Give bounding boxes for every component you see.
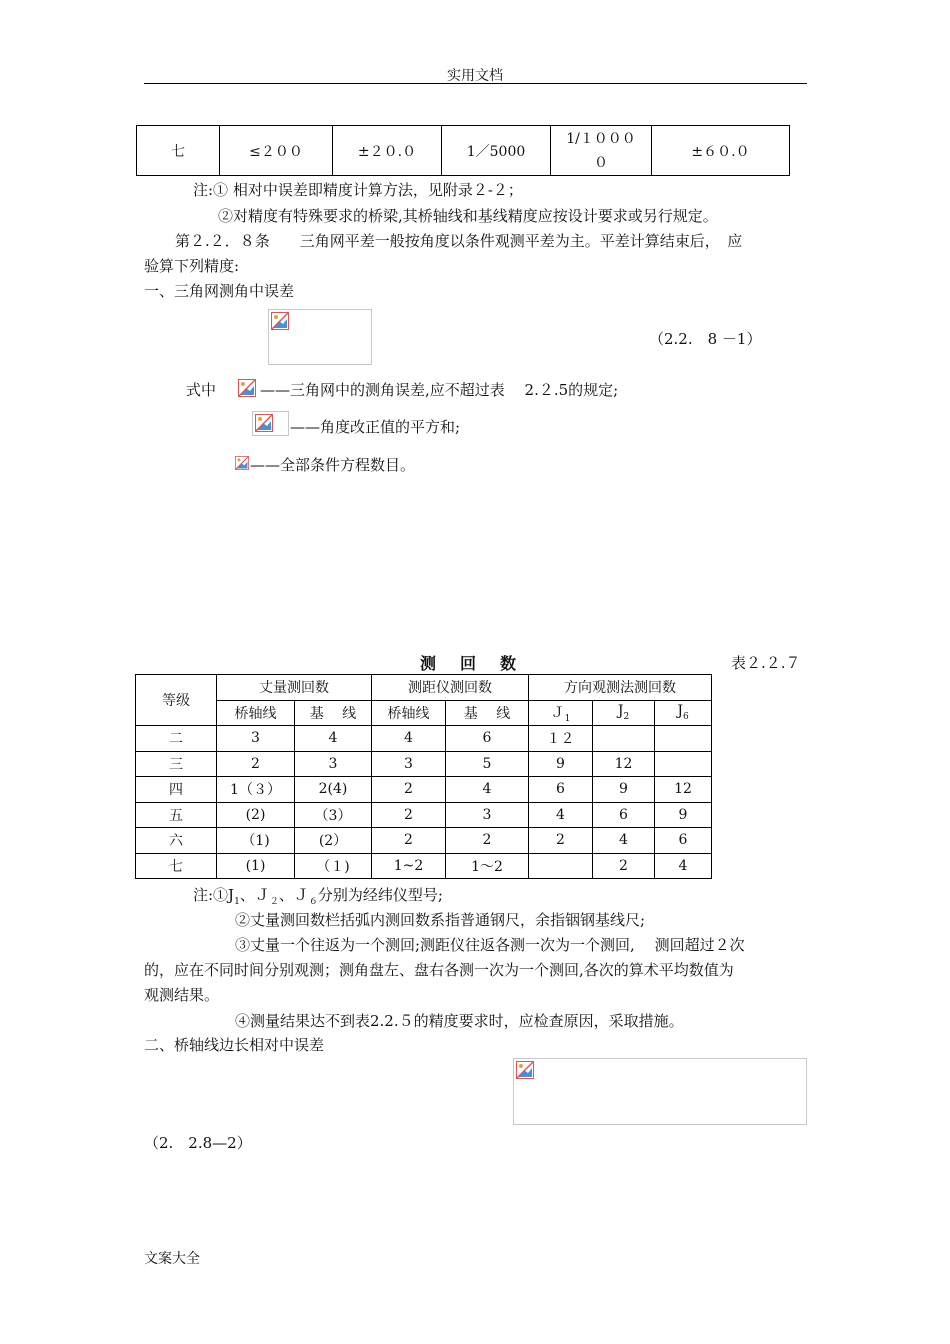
table-cell: 五 <box>136 802 217 828</box>
def-3: ——全部条件方程数目。 <box>250 456 416 474</box>
table-row <box>137 126 790 176</box>
note2-3-line3: 观测结果。 <box>144 986 220 1004</box>
table-cell: ±６０.０ <box>652 126 790 176</box>
defs-prefix: 式中 <box>186 381 217 399</box>
table-cell: 3 <box>372 751 446 777</box>
note2-4: ④测量结果达不到表2.2.５的精度要求时，应检查原因，采取措施。 <box>235 1012 684 1030</box>
table-cell: 12 <box>655 777 712 803</box>
formula-number-2: （2. 2.8—2） <box>144 1134 252 1152</box>
def-2: ——角度改正值的平方和; <box>290 418 461 436</box>
table-cell: 6 <box>446 726 529 752</box>
table-row <box>136 853 712 879</box>
table-row <box>136 777 712 803</box>
table-cell: 1～2 <box>446 853 529 879</box>
table-cell: 3 <box>295 751 372 777</box>
table-cell: 4 <box>655 853 712 879</box>
clause-line-1: 第２.２．８条 三角网平差一般按角度以条件观测平差为主。平差计算结束后， 应 <box>175 232 743 250</box>
table-cell: 2 <box>217 751 295 777</box>
symbol-image-1 <box>236 377 258 399</box>
table-cell: 2 <box>372 802 446 828</box>
subheader-cell: 桥轴线 <box>217 700 295 726</box>
table-cell <box>593 726 655 752</box>
header-group-direction: 方向观测法测回数 <box>529 675 712 701</box>
table-cell: 2 <box>446 828 529 854</box>
subheader-j-label: Ｊ <box>550 704 565 721</box>
note2-1-a: 注:①J <box>193 886 235 904</box>
subheader-cell: 基 线 <box>295 700 372 726</box>
symbol-image-3 <box>235 455 251 471</box>
table-cell: 9 <box>593 777 655 803</box>
header-rule <box>144 83 807 84</box>
table-cell: 1（３） <box>217 777 295 803</box>
note2-1-sub3: ６ <box>308 897 318 907</box>
table-cell: 2 <box>372 828 446 854</box>
broken-image-icon <box>235 456 249 470</box>
header-group-edm: 测距仪测回数 <box>372 675 529 701</box>
note2-1-sub2: ２ <box>269 897 279 907</box>
table-cell: 1/１０００ ０ <box>551 126 652 176</box>
subheader-cell-j2 <box>593 700 655 726</box>
symbol-image-2 <box>252 411 289 436</box>
table-cell: 2 <box>593 853 655 879</box>
def-1: ——三角网中的测角误差,应不超过表 2.２.5的规定; <box>260 381 619 399</box>
table-cell <box>655 751 712 777</box>
subheader-j-label: J <box>617 703 624 720</box>
table-cell: 2(4) <box>295 777 372 803</box>
subheader-j-label: J <box>677 703 683 720</box>
table-cell <box>655 726 712 752</box>
section-heading-2: 二、桥轴线边长相对中误差 <box>144 1036 325 1054</box>
page-header: 实用文档 <box>447 68 503 84</box>
table-row <box>136 751 712 777</box>
table-row <box>136 828 712 854</box>
note2-3-line1: ③丈量一个往返为一个测回;测距仪往返各测一次为一个测回, 测回超过２次 <box>235 936 745 954</box>
table-cell: 2 <box>529 828 593 854</box>
subheader-j-sub: 2 <box>623 712 630 723</box>
broken-image-icon <box>255 414 273 432</box>
table-cell: 1~2 <box>372 853 446 879</box>
table-cell: 三 <box>136 751 217 777</box>
header-grade: 等级 <box>136 675 217 726</box>
note2-1-b: 、Ｊ <box>239 886 270 904</box>
formula-number-1: （2.2. 8 －1） <box>649 330 762 348</box>
table-row <box>136 726 712 752</box>
table-cell: 9 <box>529 751 593 777</box>
subheader-j-sub: 6 <box>682 712 689 723</box>
table-cell: 七 <box>136 853 217 879</box>
table-header-row <box>136 675 712 701</box>
table-cell: 4 <box>593 828 655 854</box>
table-cell: 2 <box>372 777 446 803</box>
table-cell: （3） <box>295 802 372 828</box>
table-cell: 6 <box>593 802 655 828</box>
table-cell <box>529 853 593 879</box>
note2-1 <box>193 884 443 907</box>
subheader-cell-j1 <box>529 700 593 726</box>
note-1: 注:① 相对中误差即精度计算方法，见附录２-２； <box>193 181 523 199</box>
table-row <box>136 802 712 828</box>
subheader-cell: 桥轴线 <box>372 700 446 726</box>
note2-1-c: 、Ｊ <box>278 886 309 904</box>
table-subheader-row <box>136 700 712 726</box>
table-cell: 4 <box>295 726 372 752</box>
table-cell: 1／5000 <box>442 126 551 176</box>
table-cell: 5 <box>446 751 529 777</box>
table-number: 表２.２.７ <box>731 654 801 672</box>
broken-image-icon <box>238 379 256 397</box>
note2-3-line2: 的，应在不同时间分别观测；测角盘左、盘右各测一次为一个测回,各次的算术平均数值为 <box>144 961 734 979</box>
note2-2: ②丈量测回数栏括弧内测回数系指普通钢尺，余指铟钢基线尺; <box>235 911 646 929</box>
broken-image-icon <box>516 1061 534 1079</box>
table-cell: ≤２００ <box>220 126 333 176</box>
table-cell: 3 <box>217 726 295 752</box>
table-cell: (2） <box>295 828 372 854</box>
broken-image-icon <box>271 312 289 330</box>
table-cell: 六 <box>136 828 217 854</box>
table-cell: （1) <box>217 828 295 854</box>
table-cell: 4 <box>372 726 446 752</box>
table-cell: 9 <box>655 802 712 828</box>
table-cell: 七 <box>137 126 220 176</box>
subheader-cell: 基 线 <box>446 700 529 726</box>
table-cell: 二 <box>136 726 217 752</box>
table-cell: 3 <box>446 802 529 828</box>
page-footer: 文案大全 <box>144 1251 200 1267</box>
clause-line-2: 验算下列精度: <box>144 257 240 275</box>
subheader-cell-j6 <box>655 700 712 726</box>
table-cell: 4 <box>529 802 593 828</box>
table-cell: 四 <box>136 777 217 803</box>
table-cell: (1) <box>217 853 295 879</box>
table-cell: 6 <box>655 828 712 854</box>
table-cell: ±２０.０ <box>333 126 442 176</box>
table-cell: (2) <box>217 802 295 828</box>
note2-1-d: 分别为经纬仪型号; <box>317 886 443 904</box>
accuracy-table-continued <box>136 125 790 176</box>
table-cell: 12 <box>593 751 655 777</box>
table-cell: （１) <box>295 853 372 879</box>
table-cell: 6 <box>529 777 593 803</box>
formula-image-1 <box>268 309 372 365</box>
survey-rounds-table <box>135 674 712 879</box>
note-2: ②对精度有特殊要求的桥梁,其桥轴线和基线精度应按设计要求或另行规定。 <box>218 207 718 225</box>
subheader-j-sub: 1 <box>564 713 571 724</box>
header-group-tape: 丈量测回数 <box>217 675 372 701</box>
section-heading-1: 一、三角网测角中误差 <box>144 282 295 300</box>
formula-image-2 <box>513 1058 807 1125</box>
table-title: 测回数 <box>420 654 541 673</box>
table-cell: 4 <box>446 777 529 803</box>
table-cell: １２ <box>529 726 593 752</box>
note2-1-sub1: 1 <box>234 897 240 907</box>
